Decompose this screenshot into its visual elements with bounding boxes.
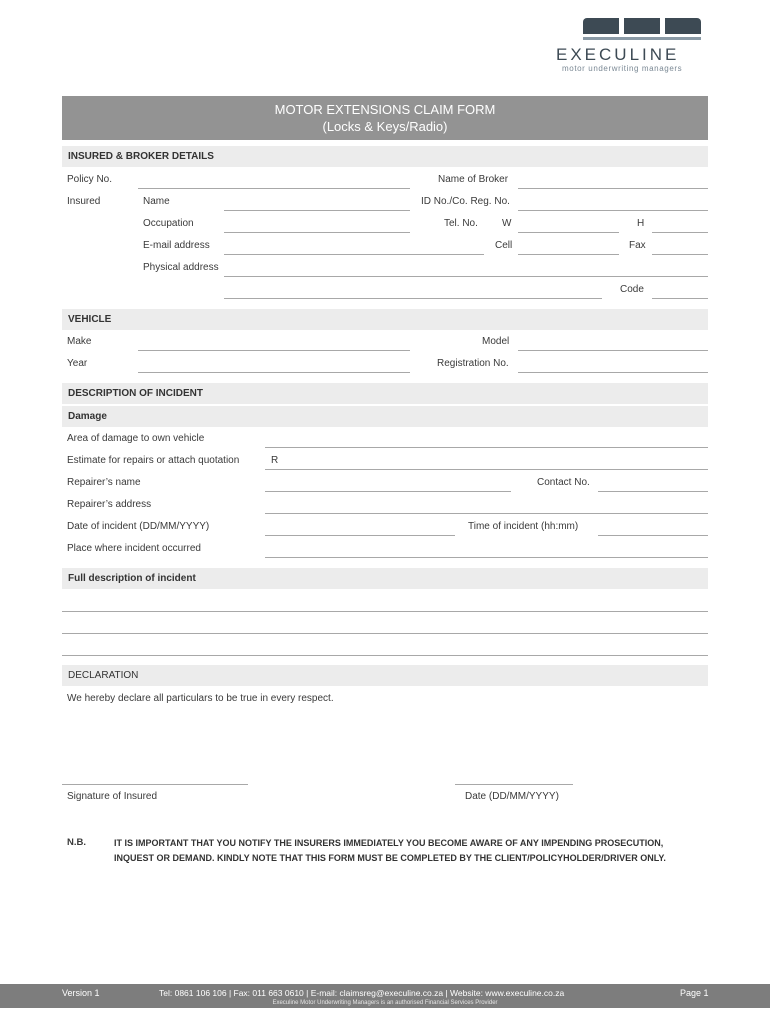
- repairer-address-label: Repairer’s address: [67, 499, 152, 510]
- form-title: MOTOR EXTENSIONS CLAIM FORM: [274, 102, 496, 117]
- year-field[interactable]: [138, 372, 410, 373]
- broker-name-label: Name of Broker: [438, 174, 509, 185]
- date-of-incident-field[interactable]: [265, 535, 455, 536]
- nb-text-line-1: IT IS IMPORTANT THAT YOU NOTIFY THE INSURERS IMMEDIATELY YOU BECOME AWARE OF ANY IMPENDING PROSECUTION,: [114, 838, 664, 848]
- section-vehicle: [62, 309, 708, 330]
- subsection-full-description: [62, 568, 708, 589]
- repairer-name-field[interactable]: [265, 491, 511, 492]
- model-label: Model: [482, 336, 510, 347]
- repairer-name-label: Repairer’s name: [67, 477, 141, 488]
- description-line-1[interactable]: [62, 611, 708, 612]
- subsection-heading: Damage: [68, 411, 107, 422]
- form-subtitle: (Locks & Keys/Radio): [322, 119, 448, 134]
- estimate-label: Estimate for repairs or attach quotation: [67, 455, 240, 466]
- section-heading: VEHICLE: [68, 314, 112, 325]
- contact-no-label: Contact No.: [537, 477, 590, 488]
- footer-disclaimer: Execuline Motor Underwriting Managers is an authorised Financial Services Provider: [272, 1000, 498, 1006]
- section-heading: DECLARATION: [68, 670, 139, 681]
- tel-h-label: H: [637, 218, 645, 229]
- page-footer: [0, 984, 770, 1008]
- time-of-incident-field[interactable]: [598, 535, 708, 536]
- repairer-address-field[interactable]: [265, 513, 708, 514]
- description-line-3[interactable]: [62, 655, 708, 656]
- footer-version: Version 1: [62, 988, 100, 998]
- description-line-2[interactable]: [62, 633, 708, 634]
- logo-mark-icon: [583, 18, 619, 34]
- section-heading: INSURED & BROKER DETAILS: [68, 151, 214, 162]
- code-label: Code: [620, 284, 644, 295]
- id-no-label: ID No./Co. Reg. No.: [421, 196, 510, 207]
- make-label: Make: [67, 336, 92, 347]
- footer-contact: Tel: 0861 106 106 | Fax: 011 663 0610 | E-mail: claimsreg@execuline.co.za | Website: www.execuline.co.za: [159, 988, 565, 998]
- email-field[interactable]: [224, 254, 484, 255]
- email-label: E-mail address: [143, 240, 210, 251]
- section-heading: DESCRIPTION OF INCIDENT: [68, 388, 204, 399]
- declaration-text: We hereby declare all particulars to be true in every respect.: [67, 693, 334, 704]
- declaration-date-field[interactable]: [455, 784, 573, 785]
- signature-label: Signature of Insured: [67, 791, 158, 802]
- signature-field[interactable]: [62, 784, 248, 785]
- id-no-field[interactable]: [518, 210, 708, 211]
- estimate-field[interactable]: [265, 469, 708, 470]
- subsection-heading: Full description of incident: [68, 573, 196, 584]
- name-label: Name: [143, 196, 170, 207]
- footer-page: Page 1: [680, 988, 709, 998]
- tel-no-label: Tel. No.: [444, 218, 478, 229]
- occupation-field[interactable]: [224, 232, 410, 233]
- tel-w-field[interactable]: [518, 232, 619, 233]
- section-incident: [62, 383, 708, 404]
- physical-address-field-1[interactable]: [224, 276, 708, 277]
- section-declaration: [62, 665, 708, 686]
- fax-label: Fax: [629, 240, 646, 251]
- registration-no-label: Registration No.: [437, 358, 509, 369]
- registration-no-field[interactable]: [518, 372, 708, 373]
- tel-h-field[interactable]: [652, 232, 708, 233]
- date-of-incident-label: Date of incident (DD/MM/YYYY): [67, 521, 210, 532]
- section-insured-broker: [62, 146, 708, 167]
- place-label: Place where incident occurred: [67, 543, 201, 554]
- place-field[interactable]: [265, 557, 708, 558]
- area-of-damage-field[interactable]: [265, 447, 708, 448]
- nb-text-line-2: INQUEST OR DEMAND. KINDLY NOTE THAT THIS FORM MUST BE COMPLETED BY THE CLIENT/POLICYHOLDER/DRIVER ONLY.: [114, 853, 666, 863]
- declaration-date-label: Date (DD/MM/YYYY): [465, 791, 559, 802]
- tel-w-label: W: [502, 218, 512, 229]
- logo-tagline: motor underwriting managers: [562, 64, 683, 73]
- policy-no-field[interactable]: [138, 188, 410, 189]
- fax-field[interactable]: [652, 254, 708, 255]
- model-field[interactable]: [518, 350, 708, 351]
- name-field[interactable]: [224, 210, 410, 211]
- logo-underline: [583, 37, 701, 40]
- make-field[interactable]: [138, 350, 410, 351]
- logo-brand: EXECULINE: [556, 45, 680, 64]
- contact-no-field[interactable]: [598, 491, 708, 492]
- year-label: Year: [67, 358, 88, 369]
- time-of-incident-label: Time of incident (hh:mm): [468, 521, 579, 532]
- cell-label: Cell: [495, 240, 513, 251]
- occupation-label: Occupation: [143, 218, 194, 229]
- currency-label: R: [271, 455, 279, 466]
- logo-mark-icon: [624, 18, 660, 34]
- form-title-banner: [62, 96, 708, 140]
- nb-label: N.B.: [67, 837, 86, 848]
- broker-name-field[interactable]: [518, 188, 708, 189]
- physical-address-label: Physical address: [143, 262, 219, 273]
- policy-no-label: Policy No.: [67, 174, 113, 185]
- subsection-damage: [62, 406, 708, 427]
- physical-address-field-2[interactable]: [224, 298, 602, 299]
- code-field[interactable]: [652, 298, 708, 299]
- insured-label: Insured: [67, 196, 101, 207]
- cell-field[interactable]: [518, 254, 619, 255]
- logo-mark-icon: [665, 18, 701, 34]
- area-of-damage-label: Area of damage to own vehicle: [67, 433, 205, 444]
